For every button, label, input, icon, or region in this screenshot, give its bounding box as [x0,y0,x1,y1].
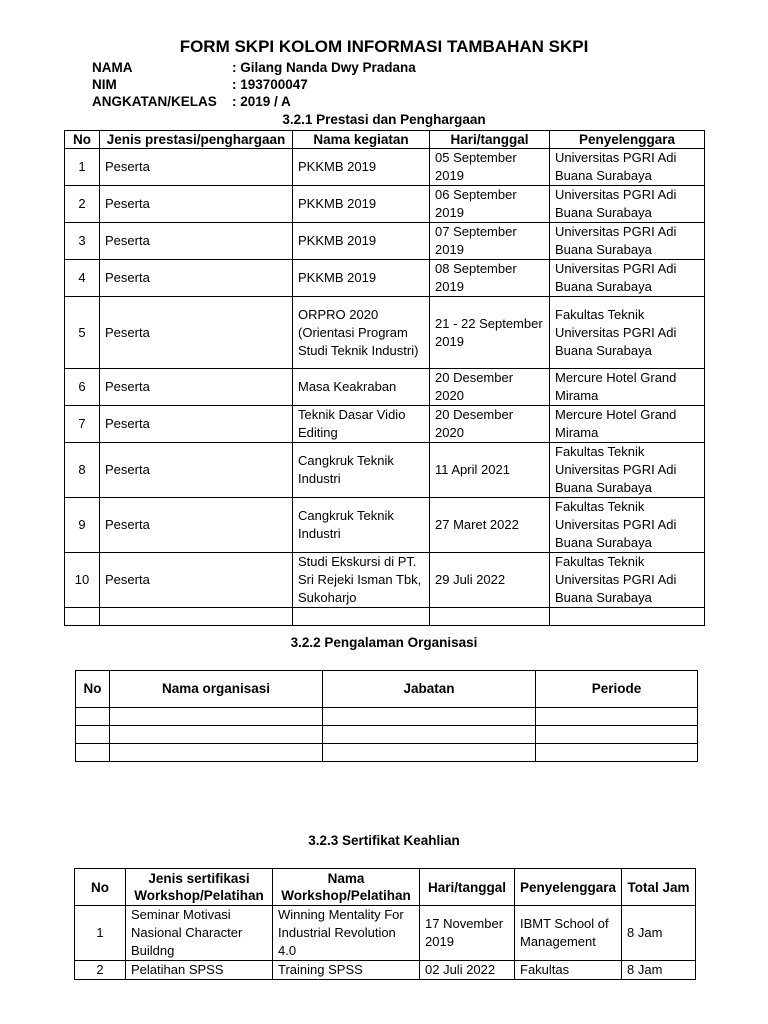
table-cell: Peserta [100,297,293,369]
table-cell: Universitas PGRI Adi Buana Surabaya [550,149,705,186]
table-cell: ORPRO 2020 (Orientasi Program Studi Teknik Industri) [293,297,430,369]
table-row [76,708,698,726]
table-cell: Universitas PGRI Adi Buana Surabaya [550,260,705,297]
organisasi-table [75,670,698,762]
table-cell: 10 [65,553,100,608]
table-cell: Peserta [100,406,293,443]
table-cell: Cangkruk Teknik Industri [293,498,430,553]
table-cell: Masa Keakraban [293,369,430,406]
table-cell: Peserta [100,498,293,553]
table-row [65,260,705,297]
table-cell: Mercure Hotel Grand Mirama [550,369,705,406]
table-cell: Teknik Dasar Vidio Editing [293,406,430,443]
column-header: Nama kegiatan [293,131,430,149]
table-header-row [75,869,696,906]
table-cell: Winning Mentality For Industrial Revolution 4.0 [273,906,420,961]
table-cell: Fakultas Teknik Universitas PGRI Adi Buana Surabaya [550,498,705,553]
table-row [76,726,698,744]
info-value: : Gilang Nanda Dwy Pradana [232,60,416,75]
form-title: FORM SKPI KOLOM INFORMASI TAMBAHAN SKPI [179,37,589,56]
column-header: Periode [536,671,698,708]
table-cell [550,608,705,626]
info-row-angkatan [92,93,416,110]
section-title-organisasi: 3.2.2 Pengalaman Organisasi [290,635,478,650]
table-row [76,744,698,762]
table-cell: Fakultas Teknik Universitas PGRI Adi Buana Surabaya [550,297,705,369]
table-row [75,906,696,961]
column-header: No [65,131,100,149]
table-cell: Training SPSS [273,961,420,980]
table-cell: PKKMB 2019 [293,223,430,260]
table-cell [76,744,110,762]
table-cell: Pelatihan SPSS [126,961,273,980]
table-cell: Peserta [100,260,293,297]
table-cell: 20 Desember 2020 [430,406,550,443]
table-cell [323,744,536,762]
table-row [65,223,705,260]
table-cell: Studi Ekskursi di PT. Sri Rejeki Isman Tbk, Sukoharjo [293,553,430,608]
table-cell: 6 [65,369,100,406]
table-row [65,608,705,626]
info-label: NAMA [92,60,133,75]
table-cell: 5 [65,297,100,369]
table-cell [110,708,323,726]
table-cell: 27 Maret 2022 [430,498,550,553]
section-title-prestasi: 3.2.1 Prestasi dan Penghargaan [282,112,486,127]
table-cell [536,726,698,744]
student-info [92,59,416,110]
table-cell [76,726,110,744]
prestasi-table [64,130,705,626]
table-row [65,498,705,553]
table-cell: 20 Desember 2020 [430,369,550,406]
table-cell: 2 [65,186,100,223]
table-cell: 02 Juli 2022 [420,961,515,980]
table-cell: 21 - 22 September 2019 [430,297,550,369]
sertifikat-table [74,868,696,980]
info-label: NIM [92,77,117,92]
table-cell [65,608,100,626]
table-cell: Peserta [100,186,293,223]
table-cell: 8 Jam [622,906,696,961]
table-cell [323,708,536,726]
info-row-nama [92,59,416,76]
table-row [65,443,705,498]
column-header: No [76,671,110,708]
table-cell: Fakultas [515,961,622,980]
column-header: Hari/tanggal [420,869,515,906]
table-row [65,406,705,443]
info-label: ANGKATAN/KELAS [92,94,217,109]
table-cell: 8 Jam [622,961,696,980]
table-row [65,553,705,608]
table-cell: 4 [65,260,100,297]
table-cell: 1 [75,906,126,961]
table-cell: Peserta [100,149,293,186]
table-cell: Universitas PGRI Adi Buana Surabaya [550,186,705,223]
column-header: Penyelenggara [550,131,705,149]
table-cell: Peserta [100,553,293,608]
table-cell: Cangkruk Teknik Industri [293,443,430,498]
table-cell [100,608,293,626]
column-header: Nama organisasi [110,671,323,708]
table-header-row [76,671,698,708]
table-cell: 06 September 2019 [430,186,550,223]
table-cell: 1 [65,149,100,186]
table-cell: Fakultas Teknik Universitas PGRI Adi Buana Surabaya [550,443,705,498]
table-cell: IBMT School of Management [515,906,622,961]
table-cell: 05 September 2019 [430,149,550,186]
table-row [75,961,696,980]
info-value: : 2019 / A [232,94,291,109]
column-header: Nama Workshop/Pelatihan [273,869,420,906]
table-cell [536,708,698,726]
info-row-nim [92,76,416,93]
table-row [65,186,705,223]
table-cell [76,708,110,726]
table-cell [323,726,536,744]
column-header: Jabatan [323,671,536,708]
info-value: : 193700047 [232,77,308,92]
table-cell [110,744,323,762]
table-cell: 3 [65,223,100,260]
table-row [65,369,705,406]
column-header: Hari/tanggal [430,131,550,149]
column-header: No [75,869,126,906]
column-header: Jenis sertifikasi Workshop/Pelatihan [126,869,273,906]
table-cell [430,608,550,626]
table-cell: Universitas PGRI Adi Buana Surabaya [550,223,705,260]
table-cell: Fakultas Teknik Universitas PGRI Adi Buana Surabaya [550,553,705,608]
column-header: Total Jam [622,869,696,906]
column-header: Penyelenggara [515,869,622,906]
table-header-row [65,131,705,149]
table-cell: PKKMB 2019 [293,149,430,186]
table-cell: Peserta [100,223,293,260]
table-cell [110,726,323,744]
table-cell: Peserta [100,369,293,406]
table-cell: 2 [75,961,126,980]
table-cell: PKKMB 2019 [293,186,430,223]
table-cell: 7 [65,406,100,443]
table-cell: 08 September 2019 [430,260,550,297]
table-cell: 8 [65,443,100,498]
table-cell [293,608,430,626]
table-cell: 07 September 2019 [430,223,550,260]
table-cell: Seminar Motivasi Nasional Character Buildng [126,906,273,961]
table-cell: 17 November 2019 [420,906,515,961]
table-cell: Peserta [100,443,293,498]
table-cell: PKKMB 2019 [293,260,430,297]
section-title-sertifikat: 3.2.3 Sertifikat Keahlian [308,833,460,848]
table-cell: 11 April 2021 [430,443,550,498]
table-cell [536,744,698,762]
table-row [65,149,705,186]
table-row [65,297,705,369]
column-header: Jenis prestasi/penghargaan [100,131,293,149]
table-cell: 29 Juli 2022 [430,553,550,608]
table-cell: 9 [65,498,100,553]
table-cell: Mercure Hotel Grand Mirama [550,406,705,443]
